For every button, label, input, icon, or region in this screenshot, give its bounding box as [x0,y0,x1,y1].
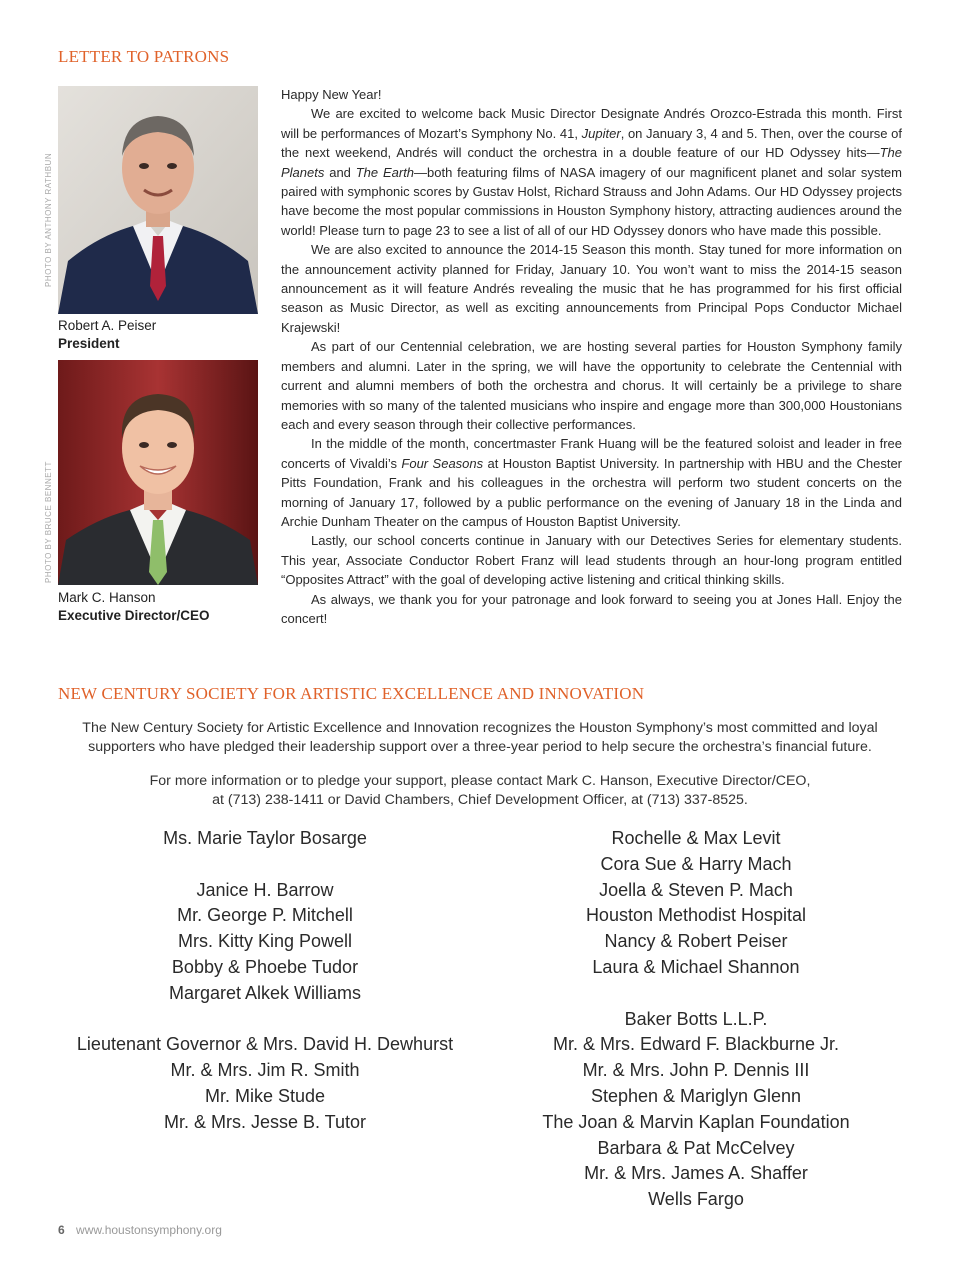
letter-paragraph: Lastly, our school concerts continue in January with our Detectives Series for elementary students. This year, Associate Conductor Robert Franz will lead students through an hour-long program entitled “Opposites Attract” with the goal of developing active listening and critical thinking skills. [281,533,902,588]
contact-line: For more information or to pledge your support, please contact Mark C. Hanson, Executive Director/CEO, [149,773,811,789]
portrait-executive-director [58,360,258,585]
photo-credit-rathbun: PHOTO BY ANTHONY RATHBUN [44,152,53,287]
donor-name: Mr. & Mrs. Jesse B. Tutor [163,1111,367,1132]
person-title: President [58,336,120,351]
letter-paragraph: As always, we thank you for your patronage and look forward to seeing you at Jones Hall. Enjoy the concert! [281,591,902,626]
donor-name: Mr. & Mrs. Edward F. Blackburne Jr. [552,1034,840,1055]
donor-name: The Joan & Marvin Kaplan Foundation [542,1111,850,1132]
donor-name: Ms. Marie Taylor Bosarge [163,828,367,848]
section-heading-society: NEW CENTURY SOCIETY FOR ARTISTIC EXCELLENCE AND INNOVATION [58,684,645,703]
donor-name: Baker Botts L.L.P. [624,1008,768,1029]
person-name: Mark C. Hanson [58,590,156,605]
donor-name: Laura & Michael Shannon [592,956,800,977]
society-contact [58,772,902,810]
donor-name: Nancy & Robert Peiser [604,931,788,952]
donor-name: Mr. Mike Stude [204,1085,326,1106]
donor-name: Mr. George P. Mitchell [177,905,353,926]
donor-name: Barbara & Pat McCelvey [597,1137,795,1158]
page-footer [58,1223,222,1237]
letter-paragraph: In the middle of the month, concertmaster Frank Huang will be the featured soloist and leader in free concerts of Vivaldi’s Four Seasons at Houston Baptist University. In partnership with HBU and the Chester Pitts Foundation, Frank and his colleagues in the orchestra will perform two student concerts on the morning of January 17, followed by a public performance on the evening of January 18 in the Linda and Archie Dunham Theater on the campus of Houston Baptist University. [281,436,902,529]
donor-name: Bobby & Phoebe Tudor [171,956,359,977]
donor-name: Rochelle & Max Levit [611,828,781,848]
page-number: 6 [58,1223,65,1237]
donor-name: Lieutenant Governor & Mrs. David H. Dewhurst [76,1034,454,1055]
letter-body [281,85,902,628]
person-title: Executive Director/CEO [58,608,210,623]
portrait-president [58,86,258,314]
letter-paragraph: We are also excited to announce the 2014-15 Season this month. Stay tuned for more information on the announcement activity planned for Friday, January 10. You won’t want to miss the 2014-15 season announcement as it will feature Andrés revealing the music that he has programmed for his first official season as Music Director, as well as exciting announcements from Principal Pops Conductor Michael Krajewski! [281,242,902,335]
donor-name: Janice H. Barrow [196,879,334,900]
donor-list-left [35,826,495,1136]
society-description: The New Century Society for Artistic Excellence and Innovation recognizes the Houston Symphony’s most committed and loyal supporters who have pledged their leadership support over a three-year period to help secure the orchestra’s financial future. [82,720,878,755]
donor-name: Mrs. Kitty King Powell [177,931,353,952]
donor-name: Cora Sue & Harry Mach [600,853,792,874]
donor-spacer [35,1007,495,1033]
section-heading-letter: LETTER TO PATRONS [58,47,230,66]
donor-name: Wells Fargo [648,1189,744,1210]
photo-robert-peiser [58,86,258,314]
donor-name: Mr. & Mrs. Jim R. Smith [170,1060,360,1081]
donor-spacer [35,852,495,878]
photo-credit-bennett: PHOTO BY BRUCE BENNETT [44,461,53,583]
donor-name: Mr. & Mrs. John P. Dennis III [582,1060,810,1081]
letter-paragraph: We are excited to welcome back Music Director Designate Andrés Orozco-Estrada this month. First will be performances of Mozart’s Symphony No. 41, Jupiter, on January 3, 4 and 5. Then, over the course of the next weekend, Andrés will conduct the orchestra in a double feature of our HD Odyssey hits—The Planets and The Earth—both featuring films of NASA imagery of our magnificent planet and solar system paired with symphonic scores by Gustav Holst, Richard Strauss and John Adams. Our HD Odyssey projects have become the most popular commissions in Houston Symphony history, attracting audiences around the world! Please turn to page 23 to see a list of all of our HD Odyssey donors who have made this possible. [281,106,902,238]
donor-name: Joella & Steven P. Mach [599,879,793,900]
contact-line: at (713) 238-1411 or David Chambers, Chief Development Officer, at (713) 337-8525. [212,792,748,808]
caption-hanson [58,589,210,625]
donor-list-right [466,826,926,1213]
photo-mark-hanson [58,360,258,585]
person-name: Robert A. Peiser [58,318,157,333]
donor-name: Houston Methodist Hospital [585,905,807,926]
donor-name: Stephen & Mariglyn Glenn [590,1085,802,1106]
footer-url[interactable]: www.houstonsymphony.org [76,1223,222,1237]
donor-name: Mr. & Mrs. James A. Shaffer [584,1163,808,1184]
letter-greeting: Happy New Year! [281,87,382,102]
donor-name: Margaret Alkek Williams [168,982,362,1003]
letter-paragraph: As part of our Centennial celebration, we are hosting several parties for Houston Symphony family members and alumni. Later in the spring, we will have the opportunity to celebrate the Centennial with current and alumni members of both the orchestra and chorus. It will certainly be a privilege to share memories with so many of the talented musicians who inspire and engage more than 300,000 Houstonians each and every season through their collective performances. [281,339,902,432]
caption-peiser [58,317,156,353]
donor-spacer [466,981,926,1007]
